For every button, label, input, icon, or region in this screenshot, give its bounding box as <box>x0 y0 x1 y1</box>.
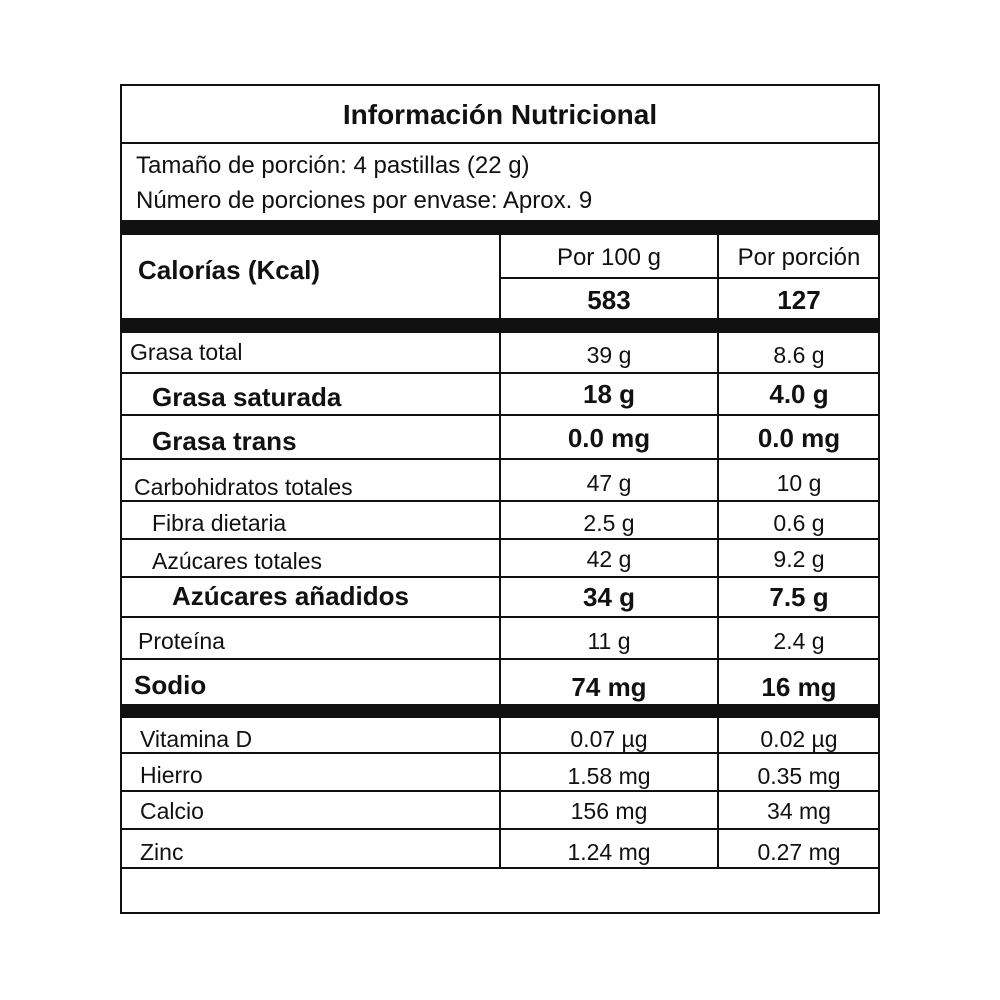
nutrient-per-100g: 74 mg <box>571 672 647 702</box>
divider <box>122 576 878 578</box>
nutrient-name: Sodio <box>134 670 207 700</box>
column-header-per-100g: Por 100 g <box>556 244 662 271</box>
nutrient-per-100g: 47 g <box>586 470 632 496</box>
nutrient-per-100g: 18 g <box>582 379 636 409</box>
nutrient-name: Grasa trans <box>152 426 297 456</box>
divider <box>122 500 878 502</box>
divider <box>122 142 878 144</box>
mineral-per-100g: 1.24 mg <box>567 839 651 865</box>
divider <box>122 414 878 416</box>
nutrient-name: Azúcares añadidos <box>172 581 409 611</box>
calories-per-100g: 583 <box>587 285 631 315</box>
nutrient-per-serving: 16 mg <box>761 672 837 702</box>
nutrient-per-serving: 8.6 g <box>773 342 825 368</box>
nutrient-per-serving: 10 g <box>776 470 822 496</box>
divider <box>122 790 878 792</box>
nutrient-per-100g: 39 g <box>586 342 632 368</box>
label-title: Información Nutricional <box>342 99 658 130</box>
nutrient-name: Carbohidratos totales <box>134 474 353 500</box>
divider <box>499 277 878 279</box>
nutrient-per-100g: 11 g <box>587 628 631 654</box>
mineral-name: Calcio <box>140 798 204 824</box>
divider <box>122 752 878 754</box>
divider <box>122 458 878 460</box>
nutrient-per-serving: 0.6 g <box>773 510 825 536</box>
mineral-per-100g: 0.07 µg <box>570 726 648 752</box>
divider <box>122 372 878 374</box>
thick-divider <box>122 318 878 333</box>
serving-size: Tamaño de porción: 4 pastillas (22 g) <box>136 152 530 179</box>
divider <box>122 538 878 540</box>
thick-divider <box>122 704 878 718</box>
mineral-per-serving: 34 mg <box>767 798 831 824</box>
column-header-per-serving: Por porción <box>737 244 861 271</box>
mineral-name: Vitamina D <box>140 726 253 752</box>
servings-per-container: Número de porciones por envase: Aprox. 9 <box>136 187 593 214</box>
nutrient-per-100g: 0.0 mg <box>567 423 651 453</box>
nutrient-per-serving: 4.0 g <box>769 379 829 409</box>
mineral-per-100g: 156 mg <box>570 798 648 824</box>
mineral-per-serving: 0.27 mg <box>757 839 841 865</box>
nutrient-per-100g: 34 g <box>582 582 636 612</box>
mineral-per-serving: 0.35 mg <box>757 763 841 789</box>
nutrient-name: Grasa saturada <box>152 382 342 412</box>
mineral-name: Zinc <box>140 839 184 865</box>
mineral-per-100g: 1.58 mg <box>567 763 651 789</box>
nutrient-per-100g: 42 g <box>586 546 632 572</box>
mineral-name: Hierro <box>140 762 203 788</box>
nutrition-facts-label <box>120 84 880 914</box>
nutrient-per-serving: 0.0 mg <box>757 423 841 453</box>
calories-label: Calorías (Kcal) <box>138 255 321 285</box>
calories-per-serving: 127 <box>777 285 821 315</box>
divider <box>122 616 878 618</box>
nutrient-per-serving: 7.5 g <box>769 582 829 612</box>
nutrient-per-serving: 9.2 g <box>773 546 825 572</box>
divider <box>122 867 878 869</box>
divider <box>122 828 878 830</box>
divider <box>122 658 878 660</box>
nutrient-name: Proteína <box>138 628 225 654</box>
nutrient-name: Azúcares totales <box>152 548 323 574</box>
nutrient-per-serving: 2.4 g <box>773 628 825 654</box>
nutrient-name: Fibra dietaria <box>152 510 287 536</box>
nutrient-per-100g: 2.5 g <box>583 510 635 536</box>
thick-divider <box>122 220 878 235</box>
mineral-per-serving: 0.02 µg <box>760 726 838 752</box>
nutrient-name: Grasa total <box>130 339 243 365</box>
